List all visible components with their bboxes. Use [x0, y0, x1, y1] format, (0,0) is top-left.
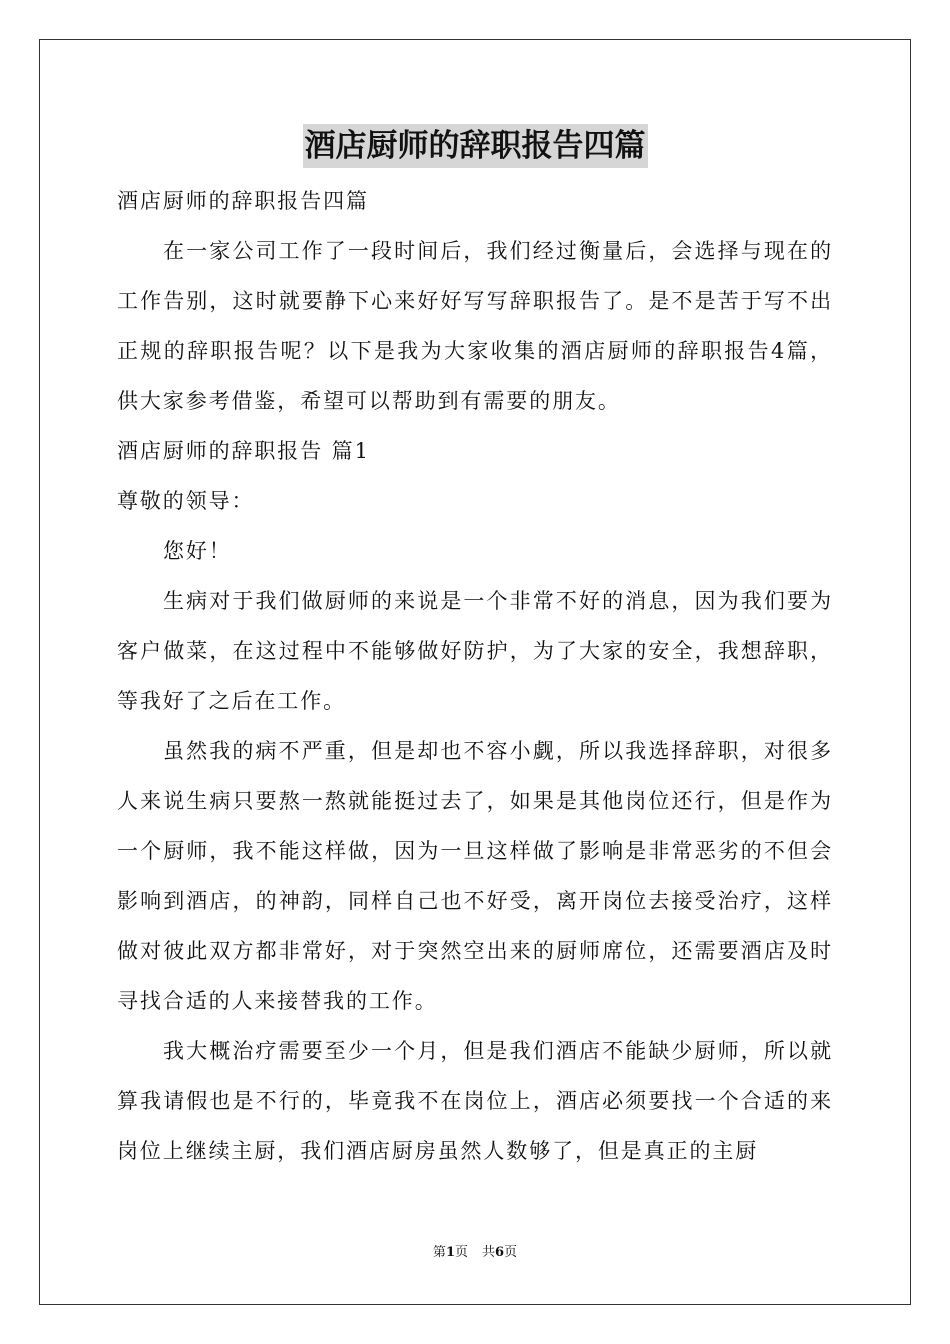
subtitle-paragraph: 酒店厨师的辞职报告四篇: [117, 189, 369, 213]
total-unit: 页: [504, 1245, 518, 1260]
body-paragraph: 生病对于我们做厨师的来说是一个非常不好的消息，因为我们要为客户做菜，在这过程中不能够做好防护，为了大家的安全，我想辞职，等我好了之后在工作。: [117, 589, 833, 713]
page-footer: [0, 1243, 950, 1263]
title-container: [0, 124, 950, 168]
total-prefix: 共: [482, 1245, 496, 1260]
intro-paragraph: 在一家公司工作了一段时间后，我们经过衡量后，会选择与现在的工作告别，这时就要静下心来好好写写辞职报告了。是不是苦于写不出正规的辞职报告呢？以下是我为大家收集的酒店厨师的辞职报告4篇，供大家参考借鉴，希望可以帮助到有需要的朋友。: [117, 239, 833, 413]
body-paragraph: 我大概治疗需要至少一个月，但是我们酒店不能缺少厨师，所以就算我请假也是不行的，毕竟我不在岗位上，酒店必须要找一个合适的来岗位上继续主厨，我们酒店厨房虽然人数够了，但是真正的主厨: [117, 1039, 833, 1163]
salutation: 尊敬的领导：: [117, 489, 255, 513]
page-unit: 页: [454, 1245, 468, 1260]
document-body: [117, 176, 833, 1176]
total-page-number: 6: [495, 1245, 505, 1260]
greeting: 您好！: [163, 539, 232, 563]
body-paragraph: 虽然我的病不严重，但是却也不容小觑，所以我选择辞职，对很多人来说生病只要熬一熬就能挺过去了，如果是其他岗位还行，但是作为一个厨师，我不能这样做，因为一旦这样做了影响是非常恶劣的不但会影响到酒店，的神韵，同样自己也不好受，离开岗位去接受治疗，这样做对彼此双方都非常好，对于突然空出来的厨师席位，还需要酒店及时寻找合适的人来接替我的工作。: [117, 739, 833, 1013]
current-page-number: 1: [445, 1245, 455, 1260]
section-heading: 酒店厨师的辞职报告 篇1: [117, 439, 370, 463]
page-prefix: 第: [432, 1245, 446, 1260]
document-title: 酒店厨师的辞职报告四篇: [303, 124, 648, 168]
